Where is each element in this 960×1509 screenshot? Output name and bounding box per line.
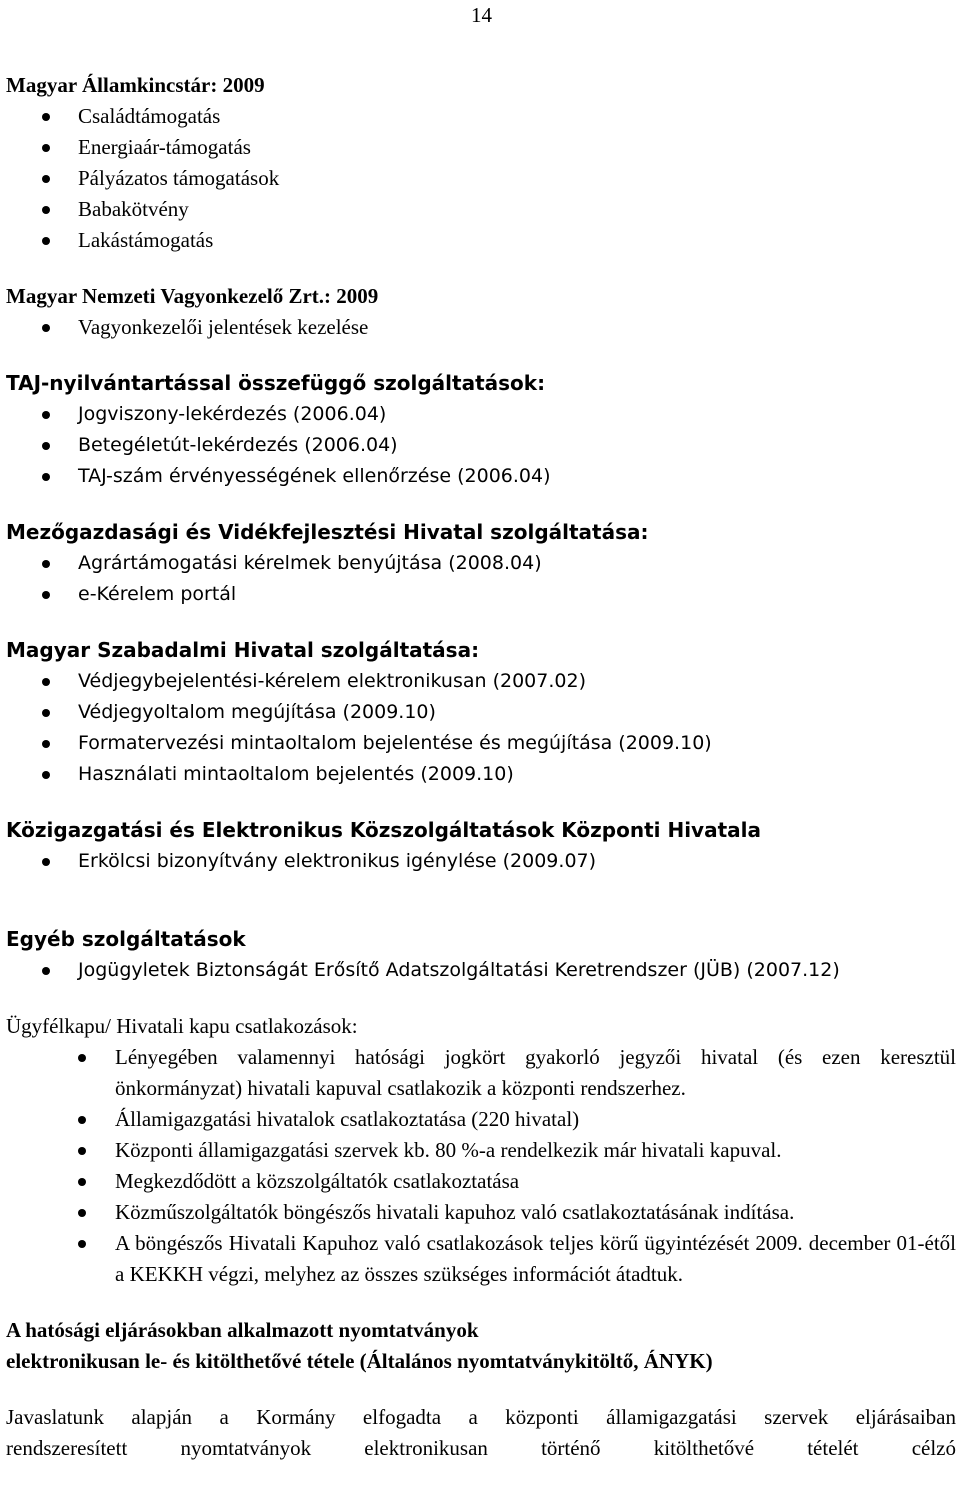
list-item: Használati mintaoltalom bejelentés (2009.10) [6, 759, 956, 790]
section-kekkh [6, 815, 956, 877]
list-item: Energiaár-támogatás [6, 132, 956, 163]
list-item: Családtámogatás [6, 101, 956, 132]
section-title: Ügyfélkapu/ Hivatali kapu csatlakozások: [6, 1014, 358, 1038]
list-item: e-Kérelem portál [6, 579, 956, 610]
list-item: Agrártámogatási kérelmek benyújtása (2008.04) [6, 548, 956, 579]
list-item: Pályázatos támogatások [6, 163, 956, 194]
section-title: Közigazgatási és Elektronikus Közszolgáltatások Központi Hivatala [6, 818, 761, 842]
bullet-list [6, 548, 956, 610]
list-item: Közműszolgáltatók böngészős hivatali kapuhoz való csatlakoztatásának indítása. [6, 1197, 956, 1228]
list-item: Védjegybejelentési-kérelem elektronikusan (2007.02) [6, 666, 956, 697]
bullet-list [6, 399, 956, 492]
section-allamkincstar [6, 70, 956, 256]
section-title: Magyar Nemzeti Vagyonkezelő Zrt.: 2009 [6, 284, 379, 308]
section-anyk [6, 1315, 956, 1377]
section-szabadalmi [6, 635, 956, 790]
bullet-list [6, 846, 956, 877]
section-vagyonkezelo [6, 281, 956, 343]
section-ugyfelkapu [6, 1011, 956, 1290]
section-title: Magyar Szabadalmi Hivatal szolgáltatása: [6, 638, 480, 662]
section-egyeb [6, 924, 956, 986]
list-item: Jogügyletek Biztonságát Erősítő Adatszolgáltatási Keretrendszer (JÜB) (2007.12) [6, 955, 956, 986]
list-item: Lényegében valamennyi hatósági jogkört gyakorló jegyzői hivatal (és ezen keresztül önkormányzat) hivatali kapuval csatlakozik a központi rendszerhez. [6, 1042, 956, 1104]
sans-block [6, 368, 956, 986]
paragraph-line: Javaslatunk alapján a Kormány elfogadta a központi államigazgatási szervek eljárásaiban [6, 1405, 956, 1429]
section-title-line1: A hatósági eljárásokban alkalmazott nyomtatványok [6, 1318, 479, 1342]
list-item: Jogviszony-lekérdezés (2006.04) [6, 399, 956, 430]
list-item: A böngészős Hivatali Kapuhoz való csatlakozások teljes körű ügyintézését 2009. december 01-étől a KEKKH végzi, melyhez az összes szükséges információt átadtuk. [6, 1228, 956, 1290]
list-item: Központi államigazgatási szervek kb. 80 %-a rendelkezik már hivatali kapuval. [6, 1135, 956, 1166]
list-item: Államigazgatási hivatalok csatlakoztatása (220 hivatal) [6, 1104, 956, 1135]
list-item: Betegéletút-lekérdezés (2006.04) [6, 430, 956, 461]
page-number: 14 [471, 3, 492, 27]
list-item: Erkölcsi bizonyítvány elektronikus igénylése (2009.07) [6, 846, 956, 877]
list-item: Védjegyoltalom megújítása (2009.10) [6, 697, 956, 728]
bullet-list [6, 666, 956, 790]
section-title: TAJ-nyilvántartással összefüggő szolgáltatások: [6, 371, 546, 395]
list-item: Megkezdődött a közszolgáltatók csatlakoztatása [6, 1166, 956, 1197]
list-item: Lakástámogatás [6, 225, 956, 256]
section-title-line2: elektronikusan le- és kitölthetővé tétele (Általános nyomtatványkitöltő, ÁNYK) [6, 1349, 713, 1373]
section-taj [6, 368, 956, 492]
list-item: Babakötvény [6, 194, 956, 225]
bullet-list [6, 1042, 956, 1290]
list-item: Formatervezési mintaoltalom bejelentése és megújítása (2009.10) [6, 728, 956, 759]
bullet-list [6, 955, 956, 986]
final-paragraph [6, 1402, 956, 1464]
section-title: Mezőgazdasági és Vidékfejlesztési Hivatal szolgáltatása: [6, 520, 649, 544]
list-item: TAJ-szám érvényességének ellenőrzése (2006.04) [6, 461, 956, 492]
paragraph-line: rendszeresített nyomtatványok elektronikusan történő kitölthetővé tételét célzó [6, 1436, 956, 1460]
document-body [6, 70, 956, 1464]
list-item: Vagyonkezelői jelentések kezelése [6, 312, 956, 343]
section-title: Egyéb szolgáltatások [6, 927, 246, 951]
bullet-list [6, 312, 956, 343]
section-mvh [6, 517, 956, 610]
section-title: Magyar Államkincstár: 2009 [6, 73, 265, 97]
bullet-list [6, 101, 956, 256]
